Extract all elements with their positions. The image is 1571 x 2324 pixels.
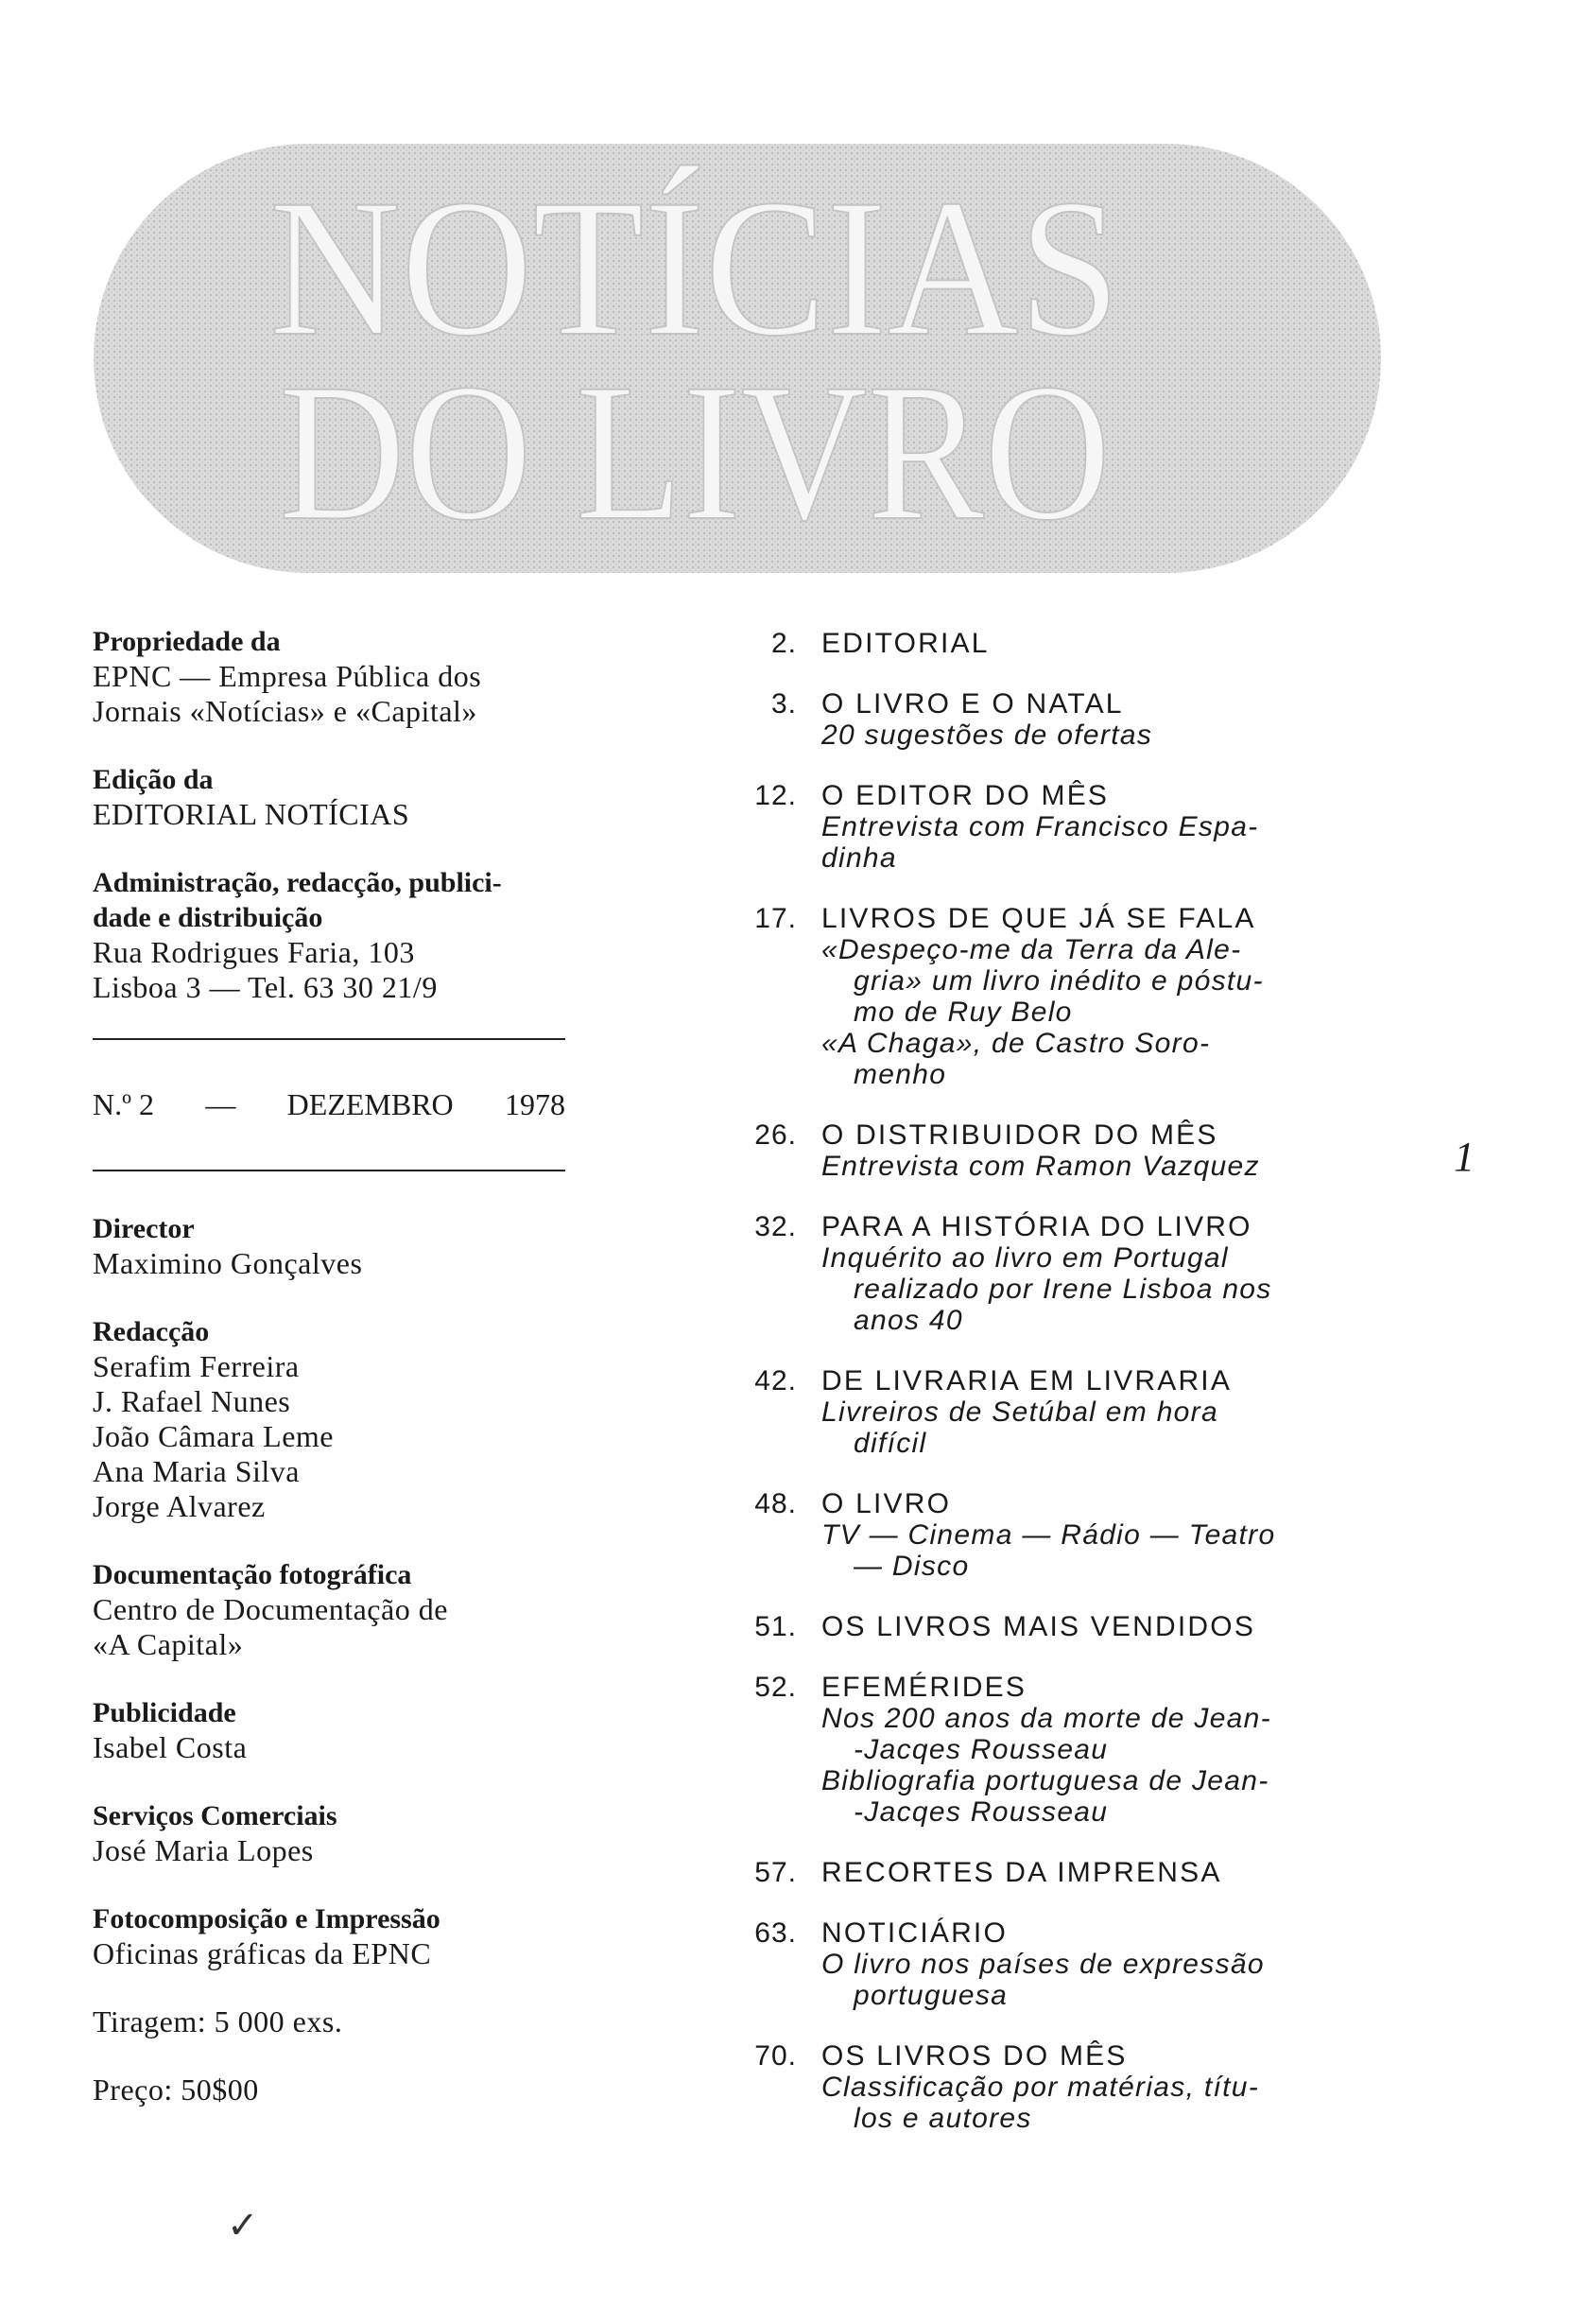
toc-entry: [742, 688, 1323, 751]
staff-value: José Maria Lopes: [93, 1833, 314, 1867]
toc-page-number: 57.: [754, 1857, 797, 1888]
toc-subtitle: gria» um livro inédito e póstu-: [854, 965, 1264, 997]
toc-title: O EDITOR DO MÊS: [821, 780, 1110, 811]
staff-value: Ana Maria Silva: [93, 1454, 300, 1488]
handwritten-check-mark: ✓: [227, 2204, 259, 2246]
toc-title: O LIVRO E O NATAL: [821, 688, 1124, 720]
staff-value: Oficinas gráficas da EPNC: [93, 1936, 432, 1970]
toc-subtitle: -Jacqes Rousseau: [854, 1796, 1109, 1828]
toc-subtitle: mo de Ruy Belo: [854, 997, 1073, 1028]
staff-block: [93, 1901, 575, 1971]
colophon-label: Propriedade da: [93, 626, 281, 657]
toc-subtitle: Entrevista com Francisco Espa-: [821, 811, 1259, 842]
toc-entry: [742, 1119, 1323, 1182]
toc-subtitle: TV — Cinema — Rádio — Teatro: [821, 1519, 1276, 1551]
staff-label: Serviços Comerciais: [93, 1800, 337, 1831]
colophon-value: EPNC — Empresa Pública dos: [93, 659, 482, 693]
staff-block: [93, 1557, 575, 1662]
colophon-block: [93, 865, 575, 1005]
colophon-value: Jornais «Notícias» e «Capital»: [93, 694, 477, 728]
toc-subtitle: Livreiros de Setúbal em hora: [821, 1396, 1218, 1428]
toc-subtitle: -Jacqes Rousseau: [854, 1734, 1109, 1765]
toc-subtitle: Nos 200 anos da morte de Jean-: [821, 1703, 1271, 1734]
staff-label: Documentação fotográfica: [93, 1559, 412, 1590]
divider: [93, 1170, 565, 1171]
colophon-block: [93, 762, 575, 832]
table-of-contents: [742, 628, 1323, 2163]
toc-subtitle: anos 40: [854, 1305, 963, 1336]
staff-value: Isabel Costa: [93, 1730, 248, 1764]
masthead-logo: [90, 140, 1385, 577]
toc-subtitle: Entrevista com Ramon Vazquez: [821, 1151, 1260, 1182]
toc-page-number: 3.: [770, 688, 797, 720]
toc-title: PARA A HISTÓRIA DO LIVRO: [821, 1211, 1252, 1242]
staff-value: João Câmara Leme: [93, 1419, 334, 1453]
colophon-value: Rua Rodrigues Faria, 103: [93, 935, 415, 969]
toc-subtitle: dinha: [821, 842, 897, 874]
toc-title: LIVROS DE QUE JÁ SE FALA: [821, 903, 1256, 934]
staff-value: Maximino Gonçalves: [93, 1246, 363, 1280]
toc-title: O LIVRO: [821, 1488, 952, 1519]
toc-page-number: 48.: [754, 1488, 797, 1519]
toc-subtitle: Inquérito ao livro em Portugal: [821, 1242, 1229, 1274]
toc-subtitle: menho: [854, 1059, 947, 1090]
colophon-value: EDITORIAL NOTÍCIAS: [93, 797, 410, 831]
masthead-line2: DO LIVRO: [279, 343, 1111, 561]
page-number: 1: [1454, 1134, 1475, 1180]
staff-label: Redacção: [93, 1316, 210, 1347]
colophon: [93, 624, 575, 2141]
toc-page-number: 12.: [754, 780, 797, 811]
toc-entry: [742, 903, 1323, 1090]
toc-page-number: 2.: [770, 628, 797, 659]
toc-subtitle: «A Chaga», de Castro Soro-: [821, 1028, 1211, 1059]
toc-page-number: 51.: [754, 1611, 797, 1642]
toc-page-number: 70.: [754, 2040, 797, 2072]
staff-value: Serafim Ferreira: [93, 1349, 300, 1383]
issue-number: N.º 2: [93, 1087, 155, 1121]
toc-page-number: 52.: [754, 1672, 797, 1703]
toc-title: EFEMÉRIDES: [821, 1672, 1027, 1703]
toc-subtitle: realizado por Irene Lisboa nos: [854, 1274, 1272, 1305]
toc-page-number: 42.: [754, 1365, 797, 1396]
staff-value: J. Rafael Nunes: [93, 1384, 291, 1418]
toc-entry: [742, 1211, 1323, 1336]
toc-entry: [742, 1672, 1323, 1828]
toc-subtitle: portuguesa: [854, 1980, 1009, 2011]
toc-subtitle: 20 sugestões de ofertas: [821, 720, 1153, 751]
colophon-label: Edição da: [93, 764, 214, 795]
toc-entry: [742, 628, 1323, 659]
toc-subtitle: — Disco: [854, 1551, 970, 1582]
toc-entry: [742, 1857, 1323, 1888]
toc-entry: [742, 1488, 1323, 1582]
price: Preço: 50$00: [93, 2073, 259, 2107]
staff-block: [93, 1798, 575, 1868]
staff-block: [93, 1314, 575, 1524]
staff-label: Publicidade: [93, 1697, 236, 1728]
toc-subtitle: Bibliografia portuguesa de Jean-: [821, 1765, 1269, 1796]
colophon-label: Administração, redacção, publici- dade e distribuição: [93, 867, 502, 933]
toc-entry: [742, 1365, 1323, 1459]
colophon-block: [93, 624, 575, 729]
toc-page-number: 26.: [754, 1119, 797, 1151]
toc-page-number: 32.: [754, 1211, 797, 1242]
toc-title: EDITORIAL: [821, 628, 990, 659]
toc-subtitle: «Despeço-me da Terra da Ale-: [821, 934, 1242, 965]
toc-title: OS LIVROS DO MÊS: [821, 2040, 1128, 2072]
issue-year: 1978: [504, 1087, 565, 1121]
staff-value: «A Capital»: [93, 1627, 244, 1661]
staff-block: [93, 1211, 575, 1281]
toc-entry: [742, 1611, 1323, 1642]
issue-dash: —: [205, 1087, 236, 1121]
staff-label: Director: [93, 1213, 195, 1244]
issue-month: DEZEMBRO: [286, 1087, 454, 1121]
toc-subtitle: Classificação por matérias, títu-: [821, 2072, 1260, 2103]
toc-subtitle: los e autores: [854, 2103, 1032, 2134]
print-run: Tiragem: 5 000 exs.: [93, 2004, 343, 2038]
toc-page-number: 63.: [754, 1917, 797, 1949]
toc-entry: [742, 780, 1323, 874]
toc-title: DE LIVRARIA EM LIVRARIA: [821, 1365, 1233, 1396]
toc-title: OS LIVROS MAIS VENDIDOS: [821, 1611, 1256, 1642]
staff-value: Centro de Documentação de: [93, 1592, 448, 1626]
toc-page-number: 17.: [754, 903, 797, 934]
toc-title: O DISTRIBUIDOR DO MÊS: [821, 1119, 1218, 1151]
masthead-line1: NOTÍCIAS: [269, 159, 1120, 376]
staff-block: [93, 1695, 575, 1765]
toc-subtitle: O livro nos países de expressão: [821, 1949, 1265, 1980]
divider: [93, 1038, 565, 1040]
staff-value: Jorge Alvarez: [93, 1489, 266, 1523]
colophon-value: Lisboa 3 — Tel. 63 30 21/9: [93, 970, 438, 1004]
toc-title: RECORTES DA IMPRENSA: [821, 1857, 1222, 1888]
toc-entry: [742, 2040, 1323, 2134]
toc-subtitle: difícil: [854, 1428, 927, 1459]
staff-label: Fotocomposição e Impressão: [93, 1903, 440, 1934]
issue-line: [93, 1087, 565, 1122]
toc-title: NOTICIÁRIO: [821, 1917, 1009, 1949]
toc-entry: [742, 1917, 1323, 2011]
